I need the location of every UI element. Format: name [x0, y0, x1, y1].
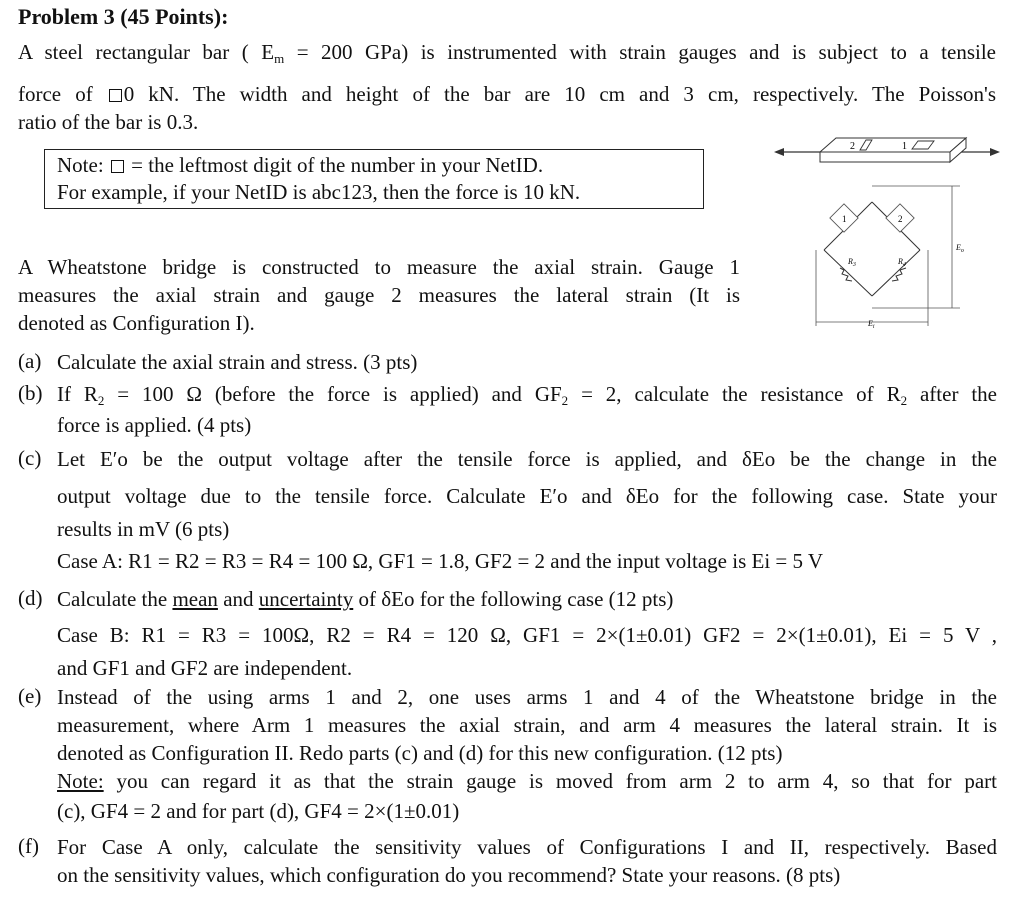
part-b-line-1: If $R_2 = 100$ Ω (before the force is applied) and $GF_2 = 2$, calculate the resistance of $R_2$ after the — [57, 382, 997, 408]
bridge-line-1: A Wheatstone bridge is constructed to measure the axial strain. Gauge 1 — [18, 255, 740, 279]
intro-line-3: ratio of the bar is 0.3. — [18, 110, 199, 134]
intro-line-1: A steel rectangular bar ( $E_m = 200$ GPa) is instrumented with strain gauges and is subject to a tensile — [18, 40, 996, 66]
intro-line-2: force of 0 kN. The width and height of the bar are 10 cm and 3 cm, respectively. The Poisson's — [18, 82, 997, 106]
part-e-line-2: measurement, where Arm 1 measures the axial strain, and arm 4 measures the lateral strain. It is — [57, 713, 997, 737]
part-a-label: (a) — [18, 349, 42, 373]
r3-label: $R_3$ — [848, 257, 856, 268]
part-b-line-2: force is applied. (4 pts) — [57, 413, 252, 437]
arrow-head-right — [990, 148, 1000, 156]
part-a-text: Calculate the axial strain and stress. (3 pts) — [57, 350, 418, 374]
eo-label: $E_o$ — [956, 243, 964, 254]
part-b-label: (b) — [18, 381, 43, 405]
part-d-case-b: Case B: R1 = R3 = 100Ω, R2 = R4 = 120 Ω, GF1 = 2×(1±0.01) GF2 = 2×(1±0.01), Ei = 5 V , — [57, 623, 997, 647]
part-c-line-3: results in mV (6 pts) — [57, 517, 230, 541]
r4-label: $R_4$ — [898, 257, 906, 268]
part-f-line-2: on the sensitivity values, which configuration do you recommend? State your reasons. (8 pts) — [57, 863, 841, 887]
bridge-arm-4 — [872, 250, 920, 296]
note-box — [44, 149, 704, 209]
arrow-head-left — [774, 148, 784, 156]
strain-gauge-figure — [770, 128, 1010, 338]
part-c-label: (c) — [18, 446, 42, 470]
part-d-line-1: Calculate the mean and uncertainty of δEo for the following case (12 pts) — [57, 587, 674, 611]
part-c-line-2: output voltage due to the tensile force. Calculate E′o and δEo for the following case. State your — [57, 484, 997, 508]
part-e-line-4: Note: you can regard it as that the strain gauge is moved from arm 2 to arm 4, so that for part — [57, 769, 997, 793]
netid-digit-box — [111, 160, 124, 173]
part-e-line-1: Instead of the using arms 1 and 2, one uses arms 1 and 4 of the Wheatstone bridge in the — [57, 685, 997, 709]
part-d-line-3: and GF1 and GF2 are independent. — [57, 656, 353, 680]
bridge-line-3: denoted as Configuration I). — [18, 311, 255, 335]
note-line-1: Note: = the leftmost digit of the number in your NetID. — [57, 153, 544, 177]
part-d-label: (d) — [18, 586, 43, 610]
arm-2-label: 2 — [898, 214, 903, 224]
ei-label: $E_i$ — [868, 319, 875, 330]
gauge-2-label: 2 — [850, 141, 855, 152]
gauge-1-label: 1 — [902, 141, 907, 152]
note-line-2: For example, if your NetID is abc123, then the force is 10 kN. — [57, 180, 581, 204]
part-f-label: (f) — [18, 834, 39, 858]
part-c-line-1: Let E′o be the output voltage after the tensile force is applied, and δEo be the change in the — [57, 447, 997, 471]
bar-front-face — [820, 152, 950, 162]
part-f-line-1: For Case A only, calculate the sensitivity values of Configurations I and II, respectively. Based — [57, 835, 997, 859]
part-c-case-a: Case A: R1 = R2 = R3 = R4 = 100 Ω, GF1 = 1.8, GF2 = 2 and the input voltage is Ei = 5 V — [57, 549, 824, 573]
bar-top-face — [820, 138, 966, 152]
bridge-line-2: measures the axial strain and gauge 2 measures the lateral strain (It is — [18, 283, 740, 307]
arm-1-label: 1 — [842, 214, 847, 224]
netid-digit-box — [109, 89, 122, 102]
part-e-line-3: denoted as Configuration II. Redo parts (c) and (d) for this new configuration. (12 pts) — [57, 741, 783, 765]
part-e-line-5: (c), GF4 = 2 and for part (d), GF4 = 2×(1±0.01) — [57, 799, 460, 823]
problem-title: Problem 3 (45 Points): — [18, 4, 229, 29]
part-e-label: (e) — [18, 684, 42, 708]
